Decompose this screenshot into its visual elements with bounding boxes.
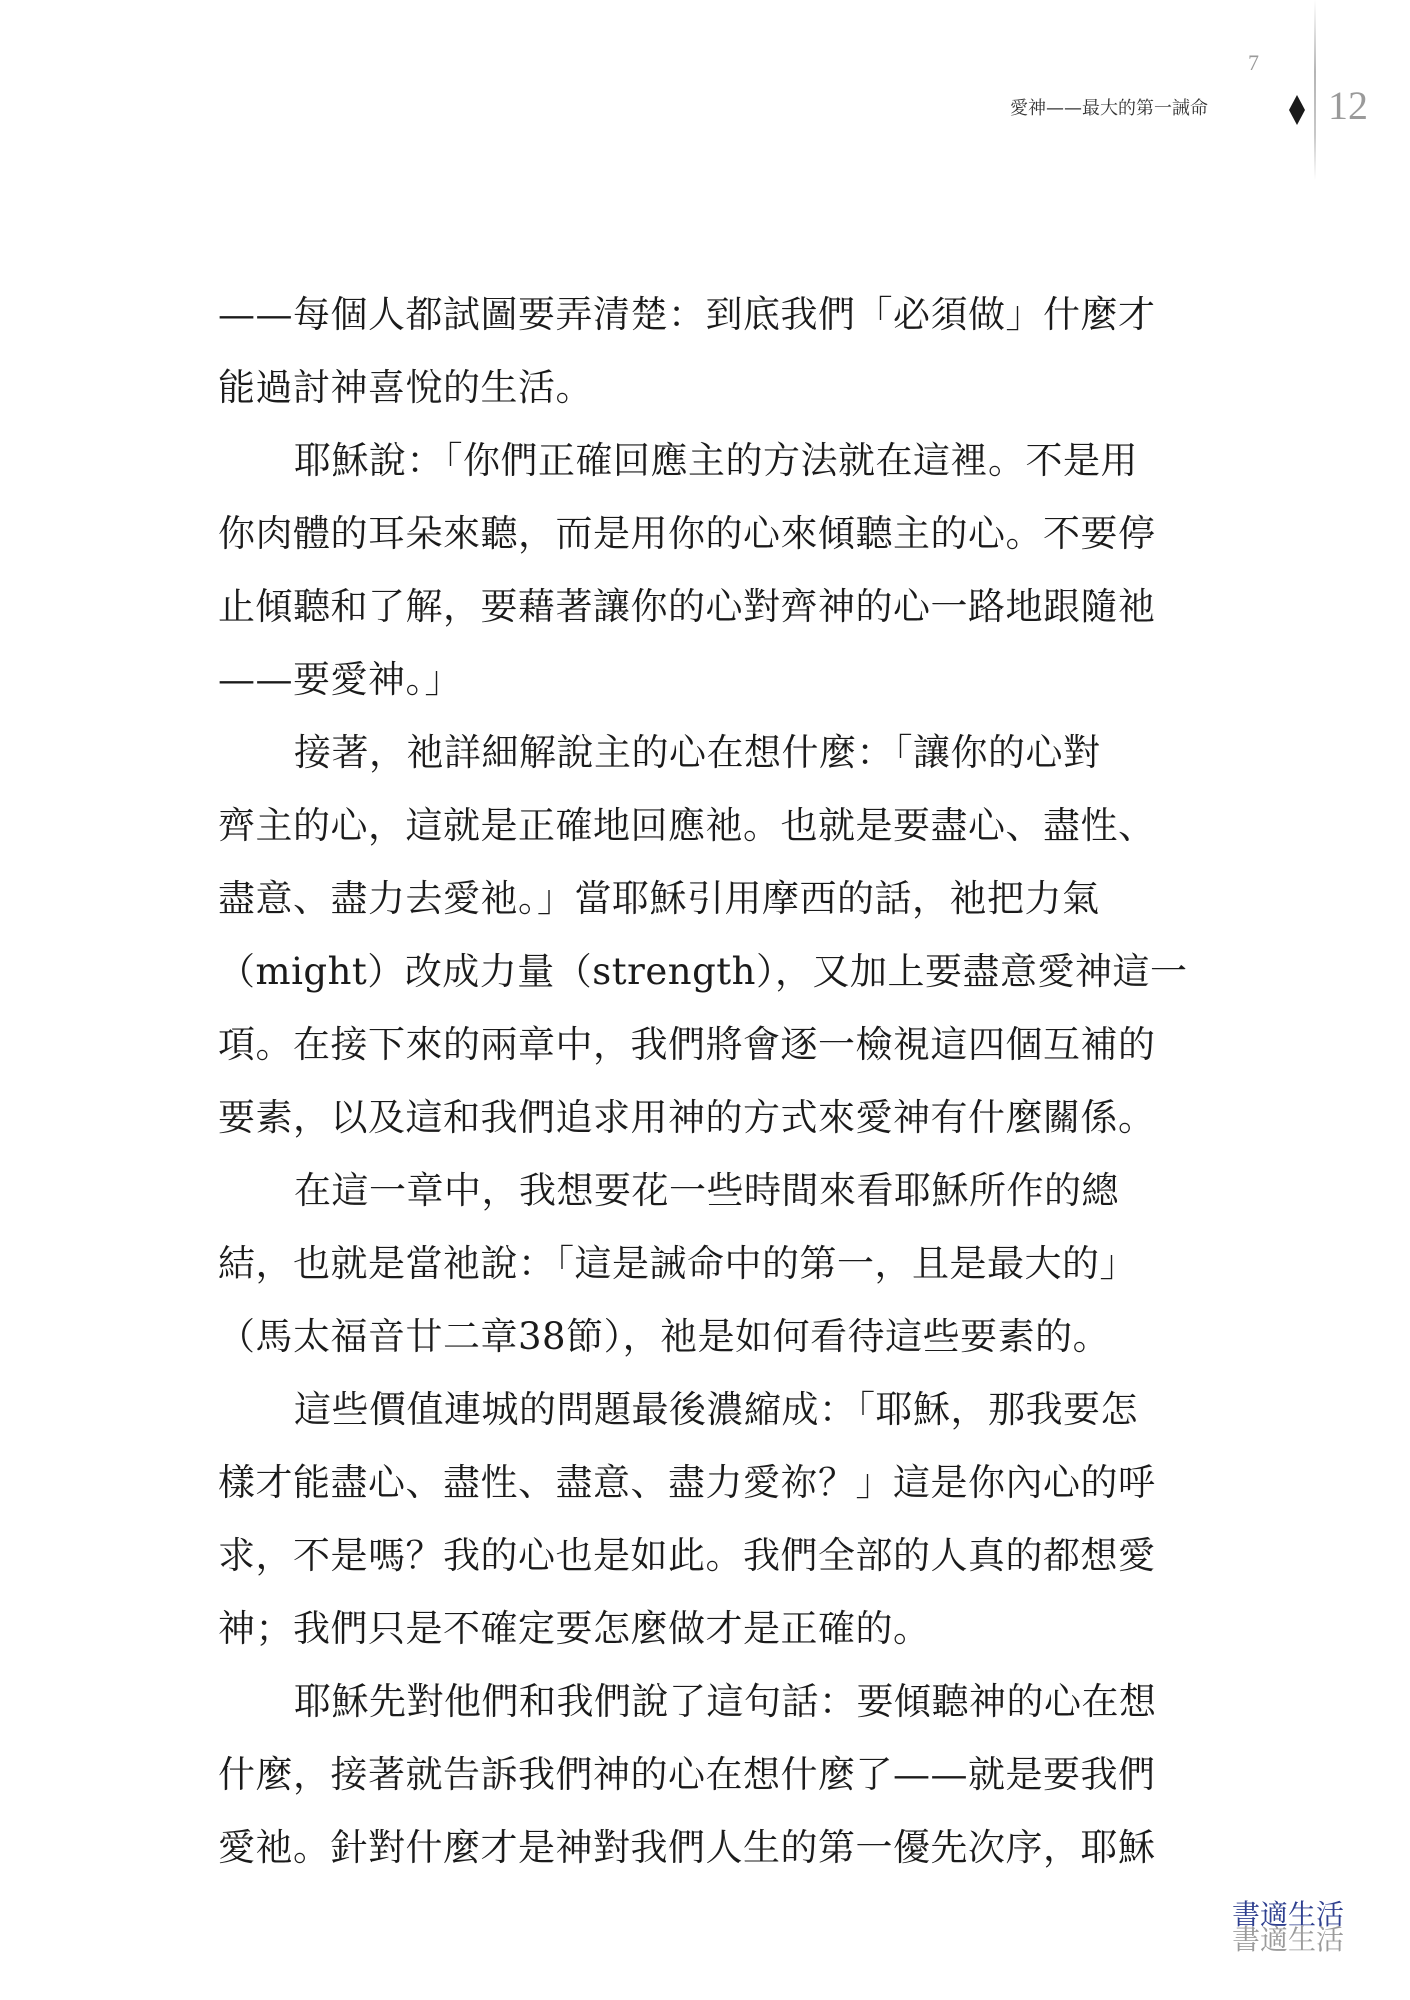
text-line: 樣才能盡心、盡性、盡意、盡力愛祢？」這是你內心的呼 — [218, 1461, 1156, 1504]
text-line: 耶穌先對他們和我們說了這句話：要傾聽神的心在想 — [294, 1680, 1157, 1723]
text-line: 這些價值連城的問題最後濃縮成：「耶穌，那我要怎 — [294, 1388, 1138, 1431]
text-line: （馬太福音廿二章38節），祂是如何看待這些要素的。 — [218, 1315, 1111, 1358]
text-line: 能過討神喜悅的生活。 — [218, 366, 593, 409]
text-line: 耶穌說：「你們正確回應主的方法就在這裡。不是用 — [294, 439, 1138, 482]
text-line: 在這一章中，我想要花一些時間來看耶穌所作的總 — [294, 1169, 1119, 1212]
text-line: 項。在接下來的兩章中，我們將會逐一檢視這四個互補的 — [218, 1023, 1156, 1066]
text-line: 結，也就是當祂說：「這是誡命中的第一，且是最大的」 — [218, 1242, 1137, 1285]
text-line: ——要愛神。」 — [218, 658, 462, 701]
running-header-title: 愛神——最大的第一誡命 — [1010, 98, 1208, 119]
text-line: （might）改成力量（strength），又加上要盡意愛神這一 — [218, 950, 1188, 993]
body-text — [218, 278, 1208, 1884]
text-line: 什麼，接著就告訴我們神的心在想什麼了——就是要我們 — [218, 1753, 1156, 1796]
header-small-number: 7 — [1248, 50, 1259, 75]
diamond-ornament-icon — [1287, 95, 1307, 125]
text-line: 神；我們只是不確定要怎麼做才是正確的。 — [218, 1607, 931, 1650]
text-line: 要素，以及這和我們追求用神的方式來愛神有什麼關係。 — [218, 1096, 1156, 1139]
text-line: 愛祂。針對什麼才是神對我們人生的第一優先次序，耶穌 — [218, 1826, 1156, 1869]
text-line: 你肉體的耳朵來聽，而是用你的心來傾聽主的心。不要停 — [218, 512, 1156, 555]
publisher-brand: 書適生活 — [1232, 1898, 1345, 1931]
text-line: 接著，祂詳細解說主的心在想什麼：「讓你的心對 — [294, 731, 1101, 774]
header-divider-rule — [1314, 0, 1316, 180]
text-line: 求，不是嗎？我的心也是如此。我們全部的人真的都想愛 — [218, 1534, 1156, 1577]
text-line: 齊主的心，這就是正確地回應祂。也就是要盡心、盡性、 — [218, 804, 1156, 847]
text-line: 止傾聽和了解，要藉著讓你的心對齊神的心一路地跟隨祂 — [218, 585, 1156, 628]
page-number: 12 — [1328, 83, 1368, 128]
publisher-brand-shadow: 書適生活 — [1232, 1923, 1345, 1956]
text-line: 盡意、盡力去愛祂。」當耶穌引用摩西的話，祂把力氣 — [218, 877, 1100, 920]
text-line: ——每個人都試圖要弄清楚：到底我們「必須做」什麼才 — [218, 293, 1156, 336]
